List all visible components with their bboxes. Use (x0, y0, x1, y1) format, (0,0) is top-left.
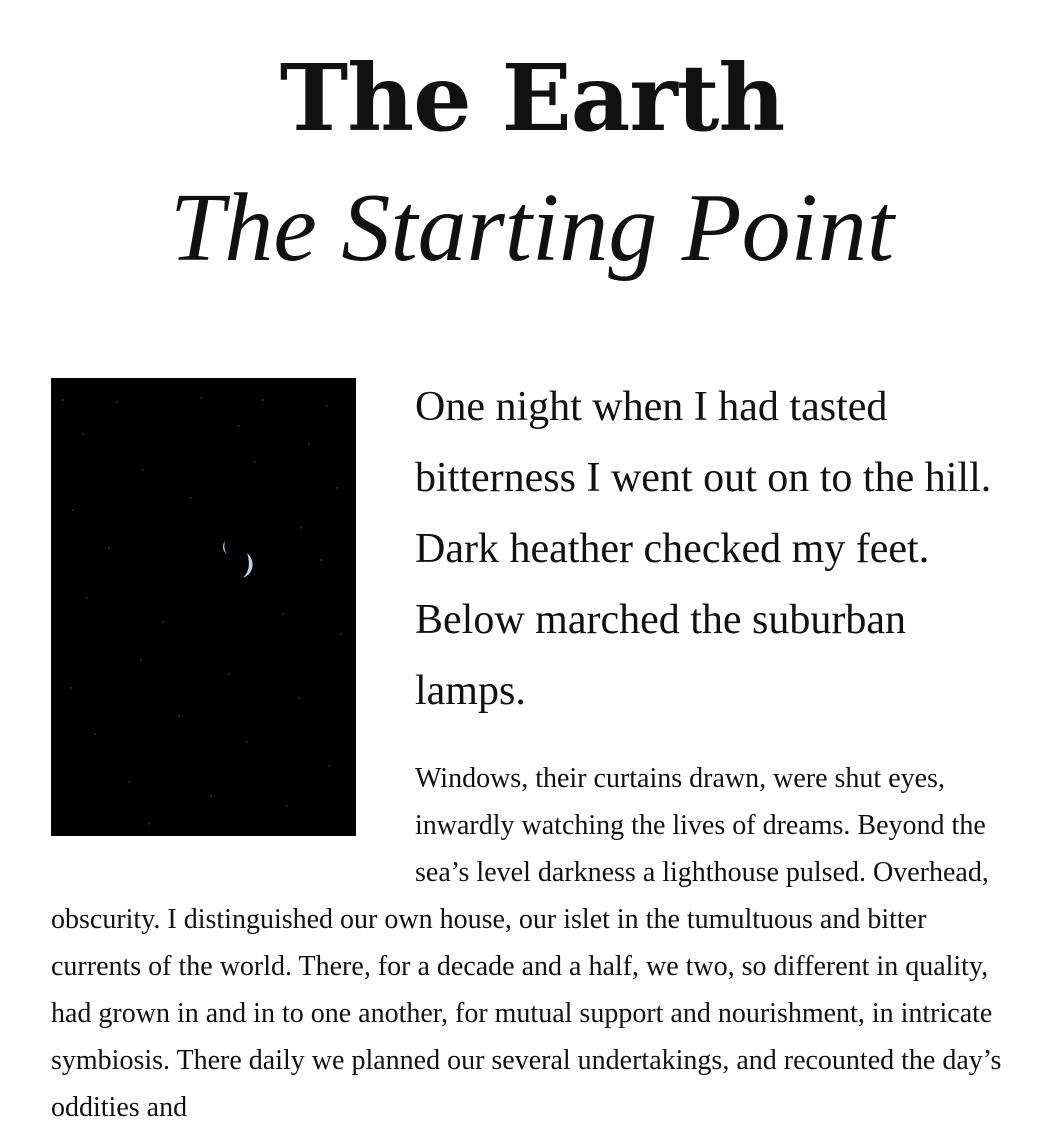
page-subtitle: The Starting Point (169, 174, 895, 282)
lead-paragraph: One night when I had tasted bitterness I went out on to the hill. Dark heather checked my feet. Below marched the suburban lamps. (415, 384, 992, 714)
article (51, 372, 1017, 1131)
earth-moon-crescent-image (51, 378, 356, 836)
space-image-svg (51, 378, 356, 836)
page-title: The Earth (279, 44, 785, 152)
body-paragraph: Windows, their curtains drawn, were shut eyes, inwardly watching the lives of dreams. Beyond the sea’s level darkness a lighthouse pulsed. Overhead, obscurity. I distinguished our own house, our islet in the tumultuous and bitter currents of the world. There, for a decade and a half, we two, so different in quality, had grown in and in to one another, for mutual support and nourishment, in intricate symbiosis. There daily we planned our several undertakings, and recounted the day’s oddities and (51, 763, 1002, 1123)
